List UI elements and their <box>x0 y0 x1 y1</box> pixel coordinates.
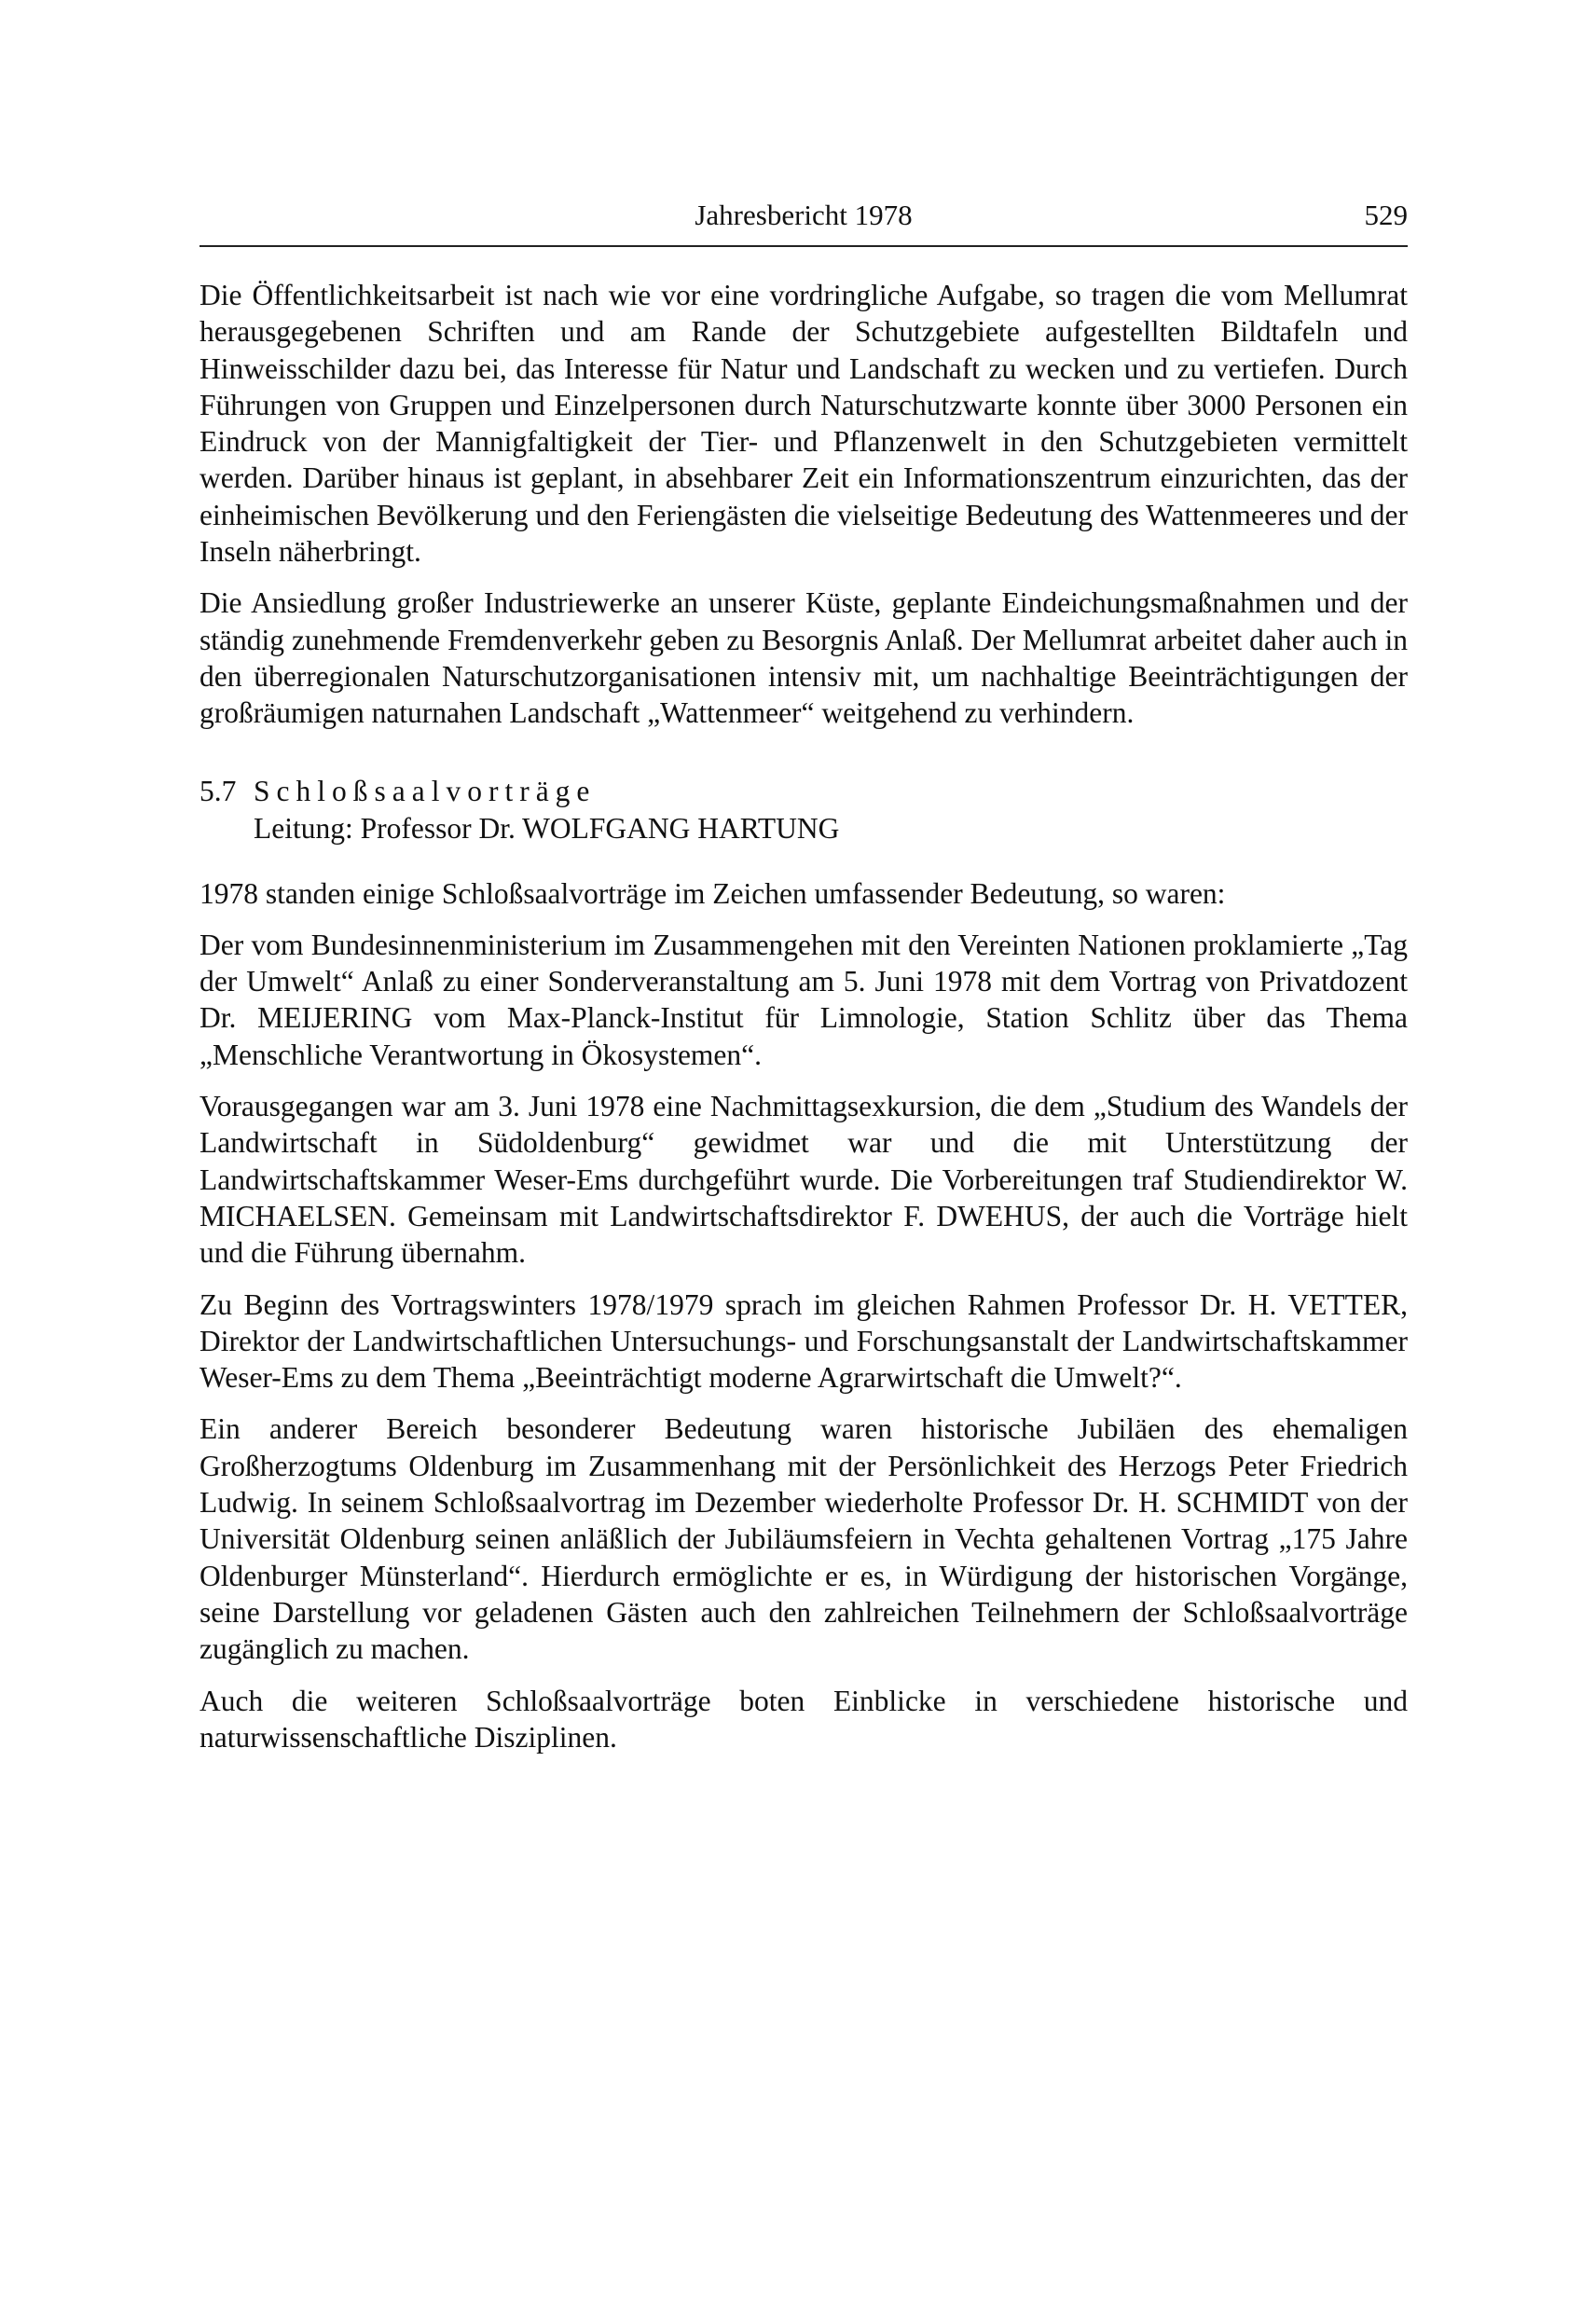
section-title: Schloßsaalvorträge <box>254 774 597 807</box>
paragraph-jubilees: Ein anderer Bereich besonderer Bedeutung waren historische Jubiläen des ehemaligen Großherzogtums Oldenburg im Zusammenhang mit der Persönlichkeit des Herzogs Peter Friedrich Ludwig. In seinem Schloßsaalvortrag im Dezember wiederholte Professor Dr. H. SCHMIDT von der Universität Oldenburg seinen anläßlich der Jubiläumsfeiern in Vechta gehaltenen Vortrag „175 Jahre Oldenburger Münsterland“. Hierdurch ermöglichte er es, in Würdigung der historischen Vorgänge, seine Darstellung vor geladenen Gästen auch den zahlreichen Teilnehmern der Schloßsaalvorträge zugänglich zu machen. <box>200 1412 1408 1666</box>
page-number: 529 <box>1364 199 1408 231</box>
section-heading <box>200 773 1408 810</box>
paragraph-intro: 1978 standen einige Schloßsaalvorträge im Zeichen umfassender Bedeutung, so waren: <box>200 876 1226 910</box>
paragraph-further-lectures: Auch die weiteren Schloßsaalvorträge boten Einblicke in verschiedene historische und naturwissenschaftliche Disziplinen. <box>200 1684 1408 1754</box>
paragraph-environment-day: Der vom Bundesinnenministerium im Zusammengehen mit den Vereinten Nationen proklamierte „Tag der Umwelt“ Anlaß zu einer Sonderveranstaltung am 5. Juni 1978 mit dem Vortrag von Privatdozent Dr. MEIJERING vom Max-Planck-Institut für Limnologie, Station Schlitz über das Thema „Menschliche Verantwortung in Ökosystemen“. <box>200 928 1408 1071</box>
header-rule <box>200 245 1408 247</box>
paragraph-excursion: Vorausgegangen war am 3. Juni 1978 eine Nachmittagsexkursion, die dem „Studium des Wandels der Landwirtschaft in Südoldenburg“ gewidmet war und die mit Unterstützung der Landwirtschaftskammer Weser-Ems durchgeführt wurde. Die Vorbereitungen traf Studiendirektor W. MICHAELSEN. Gemeinsam mit Landwirtschaftsdirektor F. DWEHUS, der auch die Vorträge hielt und die Führung übernahm. <box>200 1090 1408 1270</box>
section-leader: Leitung: Professor Dr. WOLFGANG HARTUNG <box>254 811 840 845</box>
section-number: 5.7 <box>200 774 237 807</box>
paragraph-lecture-winter: Zu Beginn des Vortragswinters 1978/1979 sprach im gleichen Rahmen Professor Dr. H. VETTER, Direktor der Landwirtschaftlichen Untersuchungs- und Forschungsanstalt der Landwirtschaftskammer Weser-Ems zu dem Thema „Beeinträchtigt moderne Agrarwirtschaft die Umwelt?“. <box>200 1287 1408 1395</box>
running-title: Jahresbericht 1978 <box>695 199 913 231</box>
paragraph-industry-concerns: Die Ansiedlung großer Industriewerke an unserer Küste, geplante Eindeichungsmaßnahmen und der ständig zunehmende Fremdenverkehr geben zu Besorgnis Anlaß. Der Mellumrat arbeitet daher auch in den überregionalen Naturschutzorganisationen intensiv mit, um nachhaltige Beeinträchtigungen der großräumigen naturnahen Landschaft „Wattenmeer“ weitgehend zu verhindern. <box>200 586 1408 730</box>
document-page <box>200 191 1408 1770</box>
page-header <box>200 191 1408 240</box>
paragraph-public-relations: Die Öffentlichkeitsarbeit ist nach wie vor eine vordringliche Aufgabe, so tragen die vom Mellumrat herausgegebenen Schriften und am Rande der Schutzgebiete aufgestellten Bildtafeln und Hinweisschilder dazu bei, das Interesse für Natur und Landschaft zu wecken und zu vertiefen. Durch Führungen von Gruppen und Einzelpersonen durch Naturschutzwarte konnte über 3000 Personen ein Eindruck von der Mannigfaltigkeit der Tier- und Pflanzenwelt in den Schutzgebieten vermittelt werden. Darüber hinaus ist geplant, in absehbarer Zeit ein Informationszentrum einzurichten, das der einheimischen Bevölkerung und den Feriengästen die vielseitige Bedeutung des Wattenmeeres und der Inseln näherbringt. <box>200 279 1408 569</box>
